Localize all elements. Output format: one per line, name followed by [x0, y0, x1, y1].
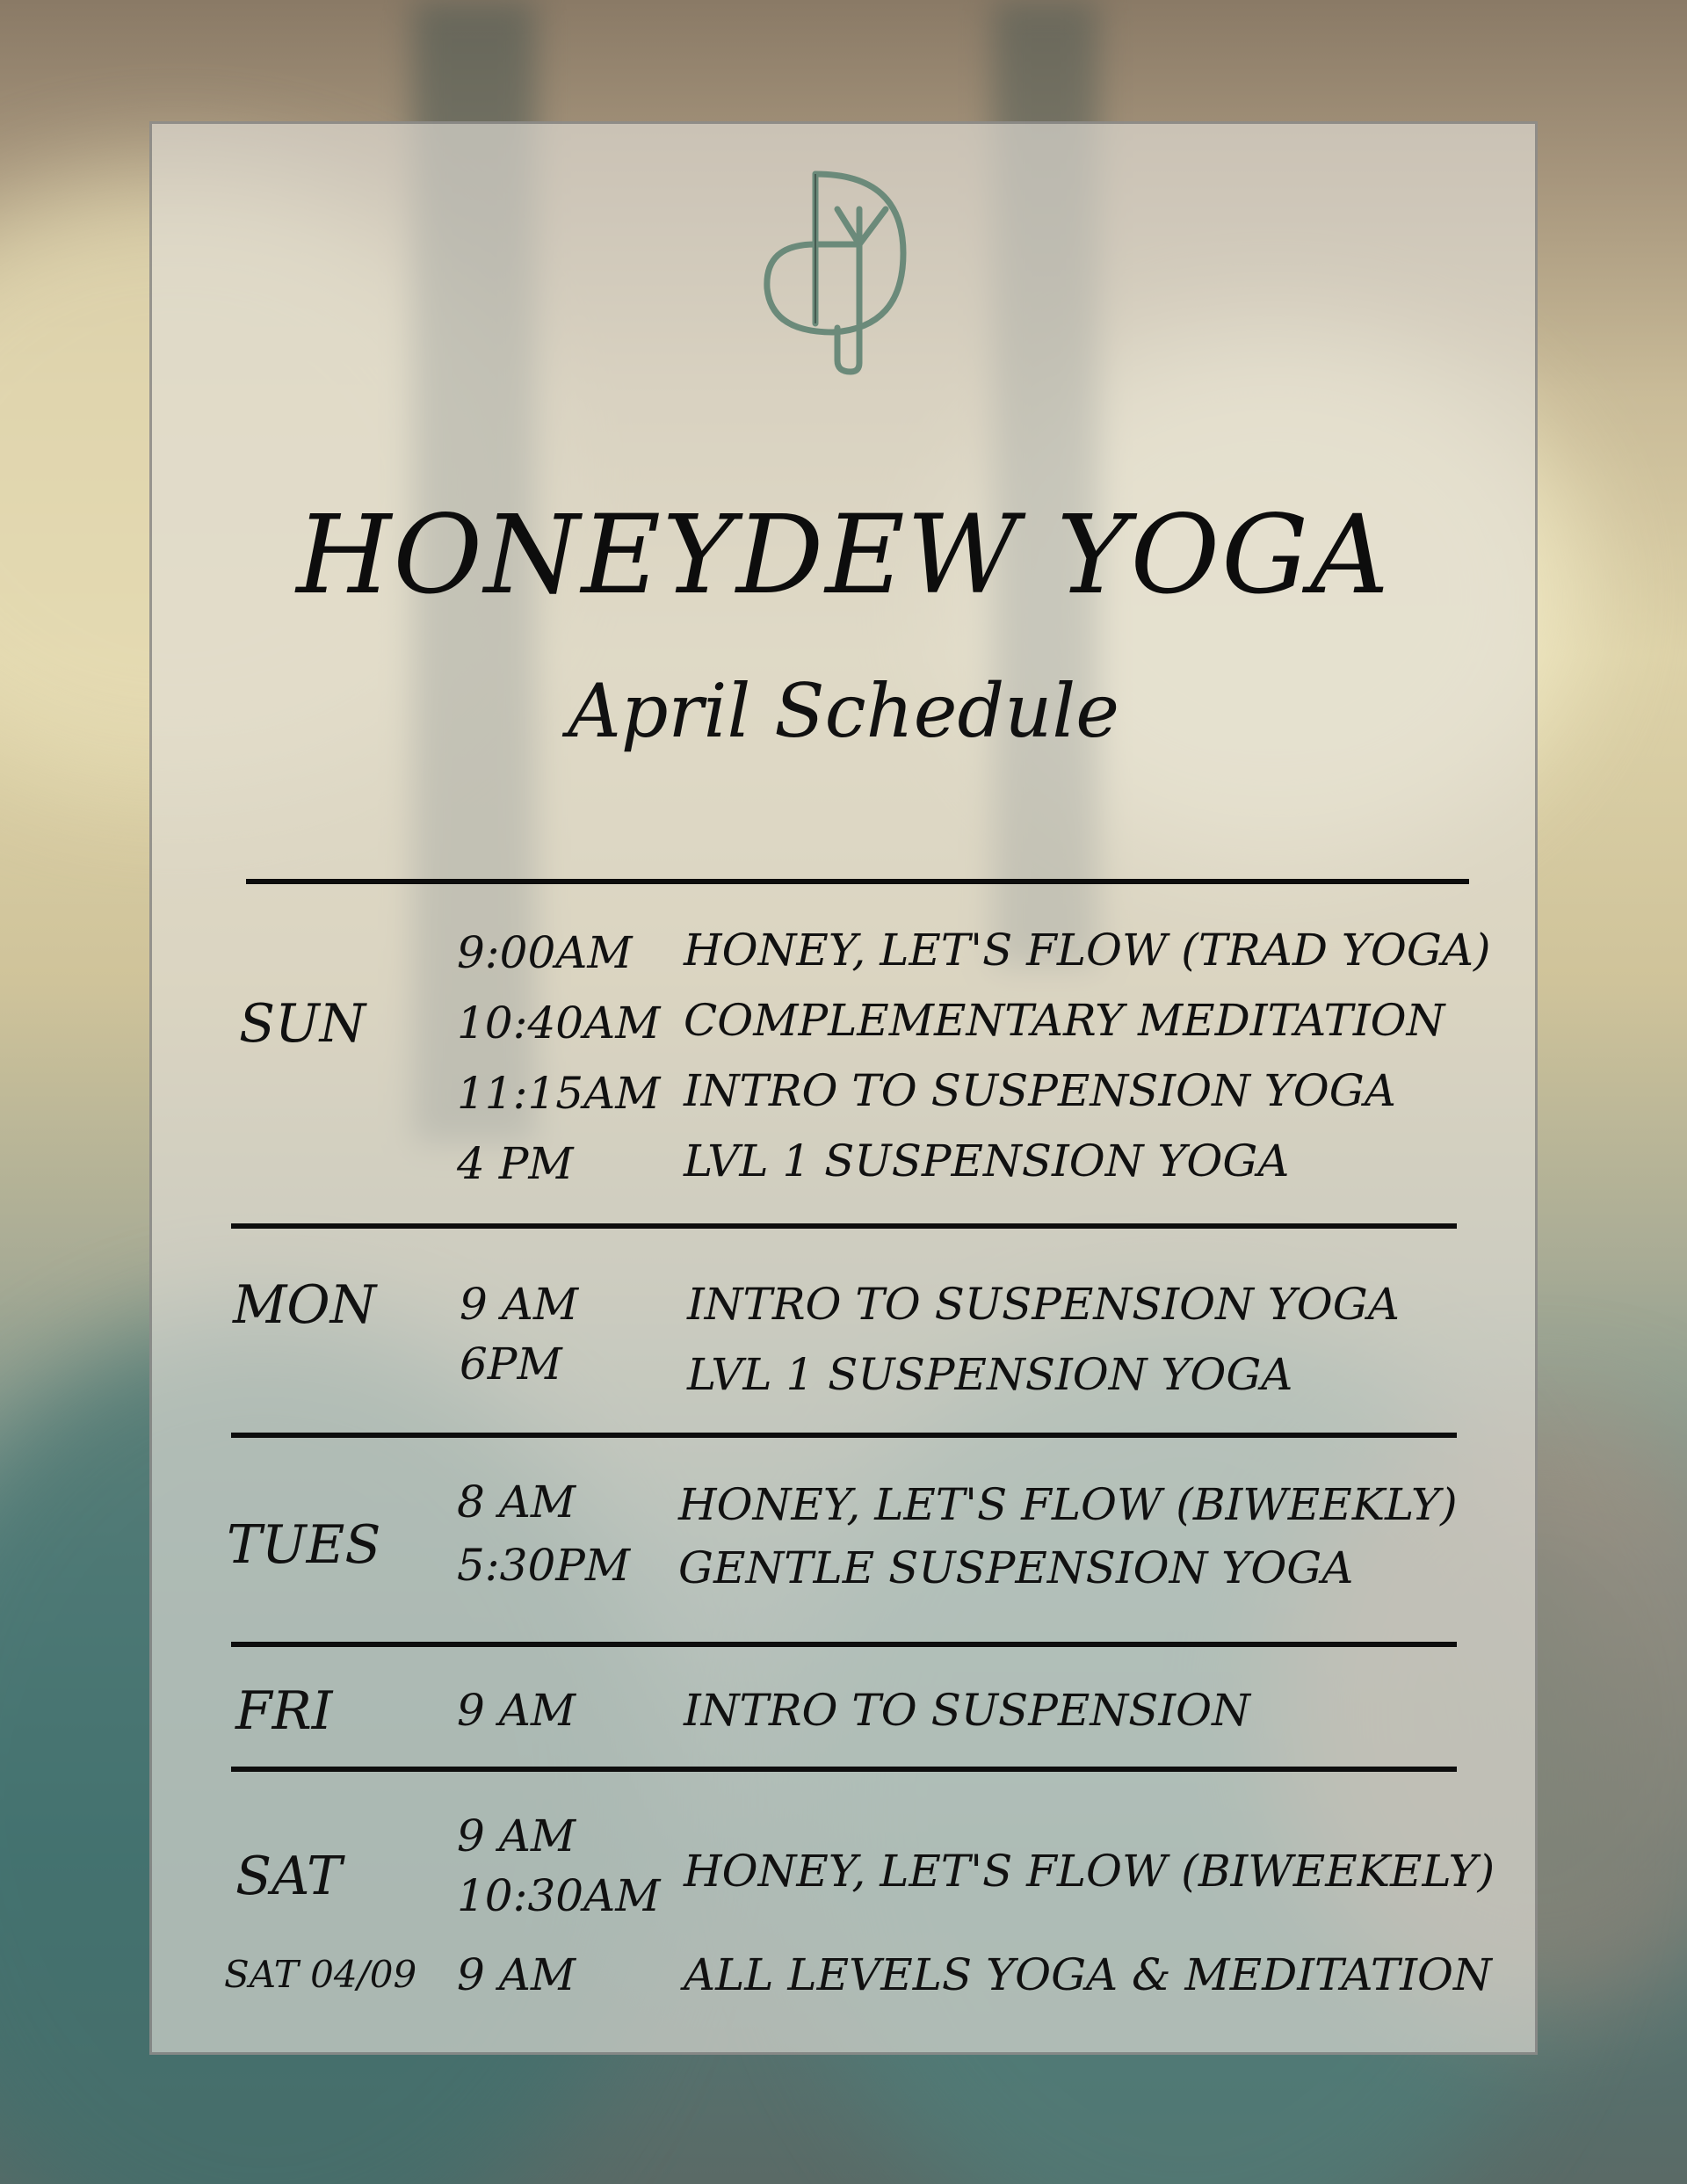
time-tues-1: 8 AM — [457, 1477, 576, 1527]
divider-top — [246, 879, 1469, 884]
class-sun-4: LVL 1 SUSPENSION YOGA — [684, 1136, 1290, 1186]
day-label-sat-special: SAT 04/09 — [224, 1953, 417, 1996]
time-mon-1: 9 AM — [460, 1279, 579, 1330]
class-sun-1: HONEY, LET'S FLOW (TRAD YOGA) — [684, 925, 1491, 976]
class-sun-2: COMPLEMENTARY MEDITATION — [684, 995, 1445, 1046]
time-sun-1: 9:00AM — [457, 927, 633, 978]
time-sun-3: 11:15AM — [457, 1068, 661, 1119]
class-sun-3: INTRO TO SUSPENSION YOGA — [684, 1065, 1396, 1116]
time-sun-2: 10:40AM — [457, 998, 661, 1048]
page-title: HONEYDEW YOGA — [296, 492, 1391, 619]
class-sat-special: ALL LEVELS YOGA & MEDITATION — [684, 1949, 1492, 2000]
class-fri-1: INTRO TO SUSPENSION — [684, 1685, 1250, 1736]
class-tues-2: GENTLE SUSPENSION YOGA — [678, 1542, 1354, 1593]
time-sat-2: 10:30AM — [457, 1870, 661, 1921]
time-fri-1: 9 AM — [457, 1685, 576, 1736]
time-tues-2: 5:30PM — [457, 1540, 631, 1591]
day-label-tues: TUES — [227, 1514, 381, 1576]
day-label-sat: SAT — [235, 1846, 343, 1907]
divider-tues-fri — [231, 1642, 1457, 1647]
time-sat-special: 9 AM — [457, 1949, 576, 2000]
class-mon-1: INTRO TO SUSPENSION YOGA — [687, 1279, 1400, 1330]
day-label-mon: MON — [233, 1274, 377, 1336]
divider-sun-mon — [231, 1223, 1457, 1229]
divider-mon-tues — [231, 1433, 1457, 1438]
time-sat-1: 9 AM — [457, 1810, 576, 1861]
divider-fri-sat — [231, 1767, 1457, 1772]
hy-monogram-logo — [754, 156, 930, 376]
day-label-sun: SUN — [239, 993, 366, 1055]
class-mon-2: LVL 1 SUSPENSION YOGA — [687, 1349, 1293, 1400]
page-subtitle: April Schedule — [568, 668, 1119, 754]
class-sat-1: HONEY, LET'S FLOW (BIWEEKELY) — [684, 1846, 1495, 1897]
time-mon-2: 6PM — [460, 1339, 562, 1389]
class-tues-1: HONEY, LET'S FLOW (BIWEEKLY) — [678, 1479, 1458, 1530]
day-label-fri: FRI — [235, 1680, 333, 1742]
time-sun-4: 4 PM — [457, 1138, 574, 1189]
